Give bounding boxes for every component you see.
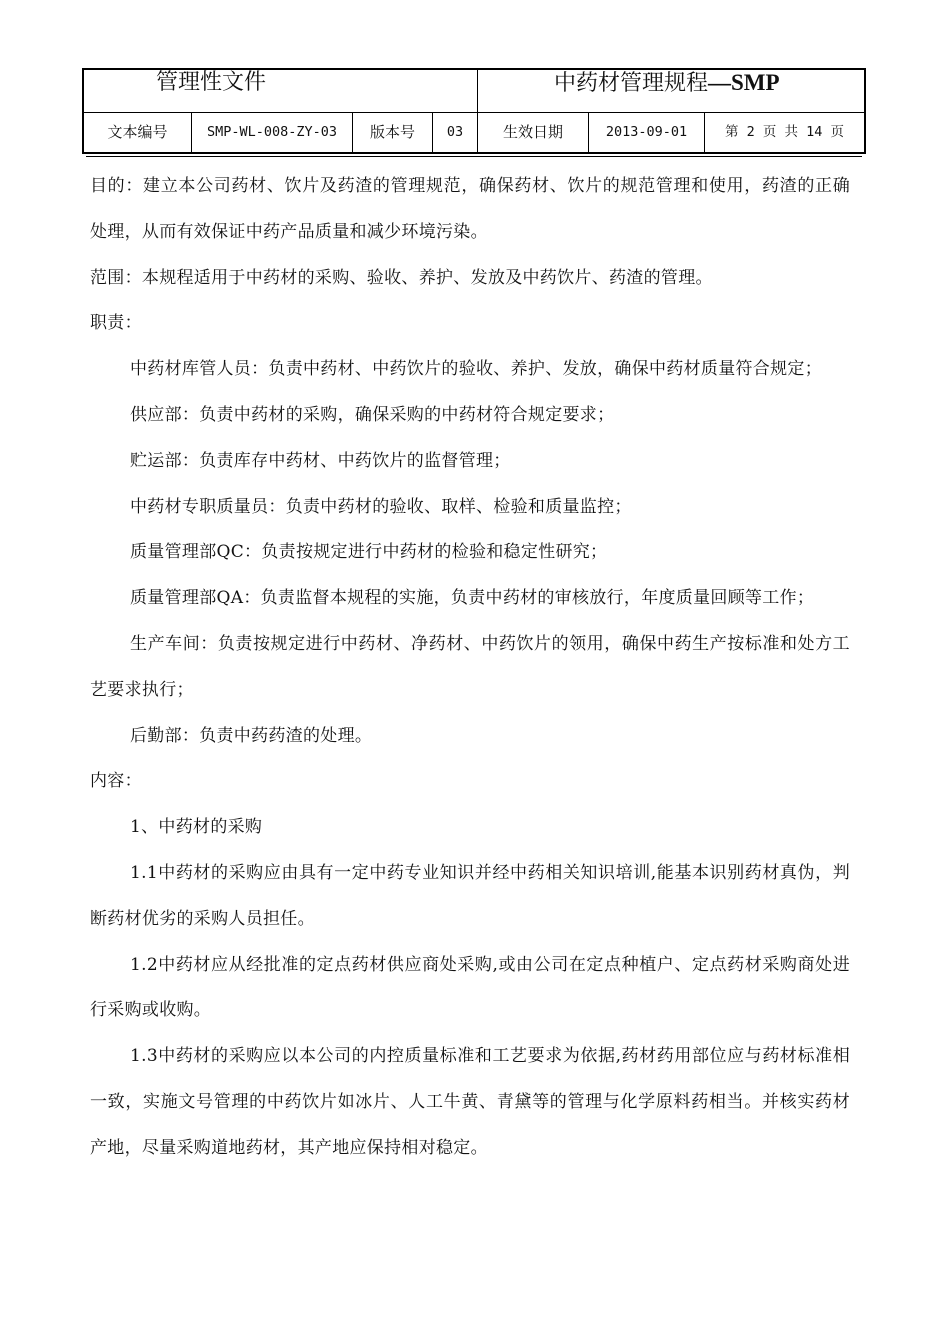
doc-type: 管理性文件 [156,70,267,95]
responsibility-item: 质量管理部QC：负责按规定进行中药材的检验和稳定性研究； [130,542,608,563]
clause-paragraph: 1.1中药材的采购应由具有一定中药专业知识并经中药相关知识培训,能基本识别药材真伪，判断药材优劣的采购人员担任。 [90,862,850,929]
section-heading: 1、中药材的采购 [130,817,263,838]
responsibility-item: 中药材专职质量员：负责中药材的验收、取样、检验和质量监控； [130,496,632,517]
document-header [82,68,866,154]
responsibility-item: 质量管理部QA：负责监督本规程的实施，负责中药材的审核放行，年度质量回顾等工作； [130,588,815,609]
doc-title-suffix: —SMP [708,70,780,95]
doc-no-value: SMP-WL-008-ZY-03 [192,112,353,152]
clause-paragraph: 1.3中药材的采购应以本公司的内控质量标准和工艺要求为依据,药材药用部位应与药材标准相一致，实施文号管理的中药饮片如冰片、人工牛黄、青黛等的管理与化学原料药相当。并核实药材产地，尽量采购道地药材，其产地应保持相对稳定。 [90,1046,850,1158]
content-heading: 内容： [90,771,142,792]
header-underline [86,156,862,157]
responsibility-item: 生产车间：负责按规定进行中药材、净药材、中药饮片的领用，确保中药生产按标准和处方工艺要求执行； [90,633,850,700]
header-title-row [84,70,864,113]
responsibility-item: 贮运部：负责库存中药材、中药饮片的监督管理； [130,450,511,471]
header-divider [477,70,478,112]
version-label: 版本号 [353,112,433,152]
purpose-paragraph: 目的：建立本公司药材、饮片及药渣的管理规范，确保药材、饮片的规范管理和使用，药渣的正确处理，从而有效保证中药产品质量和减少环境污染。 [90,176,850,242]
responsibility-item: 后勤部：负责中药药渣的处理。 [130,725,373,746]
scope-paragraph: 范围：本规程适用于中药材的采购、验收、养护、发放及中药饮片、药渣的管理。 [90,267,713,288]
effective-date-value: 2013-09-01 [589,112,705,152]
responsibilities-heading: 职责： [90,313,142,334]
doc-no-label: 文本编号 [84,112,192,152]
effective-date-label: 生效日期 [478,112,589,152]
clause-paragraph: 1.2中药材应从经批准的定点药材供应商处采购,或由公司在定点种植户、定点药材采购商处进行采购或收购。 [90,954,850,1021]
responsibility-item: 供应部：负责中药材的采购，确保采购的中药材符合规定要求； [130,404,615,425]
page-indicator: 第 2 页 共 14 页 [724,124,845,140]
header-meta-row [84,112,864,152]
version-value: 03 [433,112,478,152]
responsibility-item: 中药材库管人员：负责中药材、中药饮片的验收、养护、发放，确保中药材质量符合规定； [130,359,822,380]
doc-title: 中药材管理规程—SMP [554,70,780,96]
document-body [90,164,850,1172]
